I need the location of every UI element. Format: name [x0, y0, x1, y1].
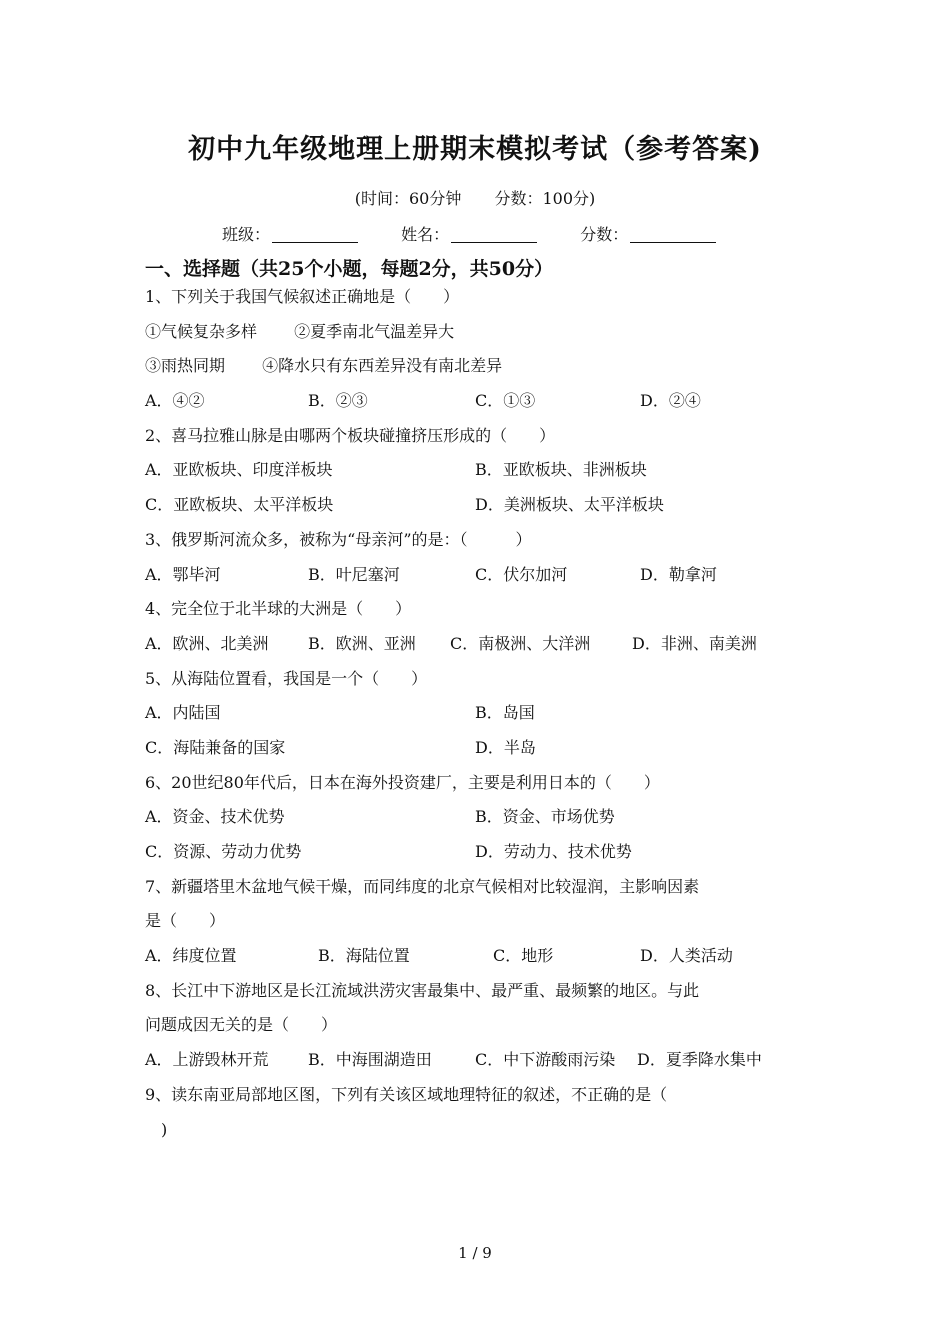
question-list	[145, 280, 825, 1147]
question-stem: 8、长江中下游地区是长江流域洪涝灾害最集中、最严重、最频繁的地区。与此	[145, 980, 700, 1000]
class-blank[interactable]	[272, 226, 358, 243]
name-blank[interactable]	[451, 226, 537, 243]
option-d[interactable]: D．美洲板块、太平洋板块	[475, 495, 664, 515]
option-row	[145, 558, 825, 593]
exam-total-score: 分数：100分)	[494, 189, 596, 208]
option-row	[145, 731, 825, 766]
question-stem-continued: 问题成因无关的是（ ）	[145, 1015, 338, 1035]
question-statement: ③雨热同期 ④降水只有东西差异没有南北差异	[145, 356, 503, 376]
option-c[interactable]: C．①③	[475, 391, 536, 411]
option-a[interactable]: A．纬度位置	[145, 946, 237, 966]
question-stem: 1、下列关于我国气候叙述正确地是（ ）	[145, 287, 460, 306]
option-a[interactable]: A．鄂毕河	[145, 564, 221, 584]
option-row	[145, 384, 825, 419]
option-b[interactable]: B．海陆位置	[318, 946, 410, 966]
section-heading: 一、选择题（共25个小题，每题2分，共50分）	[145, 258, 554, 280]
question-stem-continued: )	[145, 1119, 168, 1139]
option-row	[145, 1043, 825, 1078]
option-b[interactable]: B．亚欧板块、非洲板块	[475, 460, 647, 480]
question-statement: ①气候复杂多样 ②夏季南北气温差异大	[145, 321, 455, 341]
option-d[interactable]: D．勒拿河	[640, 564, 717, 584]
option-d[interactable]: D．②④	[640, 391, 701, 411]
option-c[interactable]: C．海陆兼备的国家	[145, 737, 286, 757]
option-row	[145, 488, 825, 523]
page-number: 1 / 9	[458, 1244, 492, 1262]
question-stem: 9、读东南亚局部地区图，下列有关该区域地理特征的叙述，不正确的是（	[145, 1084, 668, 1104]
option-b[interactable]: B．岛国	[475, 703, 535, 723]
question-stem: 3、俄罗斯河流众多，被称为“母亲河”的是：（ ）	[145, 529, 532, 549]
name-field[interactable]: 姓名：	[401, 222, 537, 245]
option-d[interactable]: D．人类活动	[640, 946, 733, 966]
option-a[interactable]: A．亚欧板块、印度洋板块	[145, 460, 333, 480]
option-b[interactable]: B．资金、市场优势	[475, 807, 615, 827]
question-stem-continued: 是（ ）	[145, 911, 226, 931]
exam-meta	[0, 186, 950, 209]
option-a[interactable]: A．资金、技术优势	[145, 807, 285, 827]
option-row	[145, 939, 825, 974]
option-d[interactable]: D．半岛	[475, 737, 536, 757]
option-b[interactable]: B．②③	[308, 391, 368, 411]
question-stem: 6、20世纪80年代后，日本在海外投资建厂，主要是利用日本的（ ）	[145, 772, 660, 792]
option-c[interactable]: C．南极洲、大洋洲	[450, 633, 591, 653]
question-stem: 2、喜马拉雅山脉是由哪两个板块碰撞挤压形成的（ ）	[145, 425, 556, 445]
option-a[interactable]: A．内陆国	[145, 703, 221, 723]
option-row	[145, 453, 825, 488]
option-row	[145, 800, 825, 835]
student-info	[222, 222, 754, 245]
question-stem: 5、从海陆位置看，我国是一个（ ）	[145, 668, 428, 688]
option-c[interactable]: C．亚欧板块、太平洋板块	[145, 495, 334, 515]
option-row	[145, 696, 825, 731]
option-d[interactable]: D．非洲、南美洲	[632, 633, 757, 653]
option-c[interactable]: C．伏尔加河	[475, 564, 568, 584]
option-b[interactable]: B．中海围湖造田	[308, 1050, 432, 1070]
question-stem: 4、完全位于北半球的大洲是（ ）	[145, 599, 412, 619]
option-a[interactable]: A．④②	[145, 391, 205, 411]
option-d[interactable]: D．劳动力、技术优势	[475, 842, 632, 861]
option-b[interactable]: B．叶尼塞河	[308, 564, 400, 584]
option-c[interactable]: C．中下游酸雨污染	[475, 1050, 616, 1070]
option-d[interactable]: D．夏季降水集中	[637, 1050, 762, 1070]
option-row	[145, 627, 825, 662]
exam-time: (时间：60分钟	[354, 189, 462, 208]
option-c[interactable]: C．资源、劳动力优势	[145, 842, 302, 861]
option-b[interactable]: B．欧洲、亚洲	[308, 633, 416, 653]
score-blank[interactable]	[630, 226, 716, 243]
score-field[interactable]: 分数：	[580, 222, 716, 245]
option-a[interactable]: A．上游毁林开荒	[145, 1050, 269, 1070]
option-c[interactable]: C．地形	[493, 946, 554, 966]
question-stem: 7、新疆塔里木盆地气候干燥，而同纬度的北京气候相对比较湿润，主影响因素	[145, 876, 700, 896]
option-a[interactable]: A．欧洲、北美洲	[145, 633, 269, 653]
option-row	[145, 835, 825, 870]
class-field[interactable]: 班级：	[222, 222, 358, 245]
page-title: 初中九年级地理上册期末模拟考试（参考答案)	[188, 134, 762, 165]
